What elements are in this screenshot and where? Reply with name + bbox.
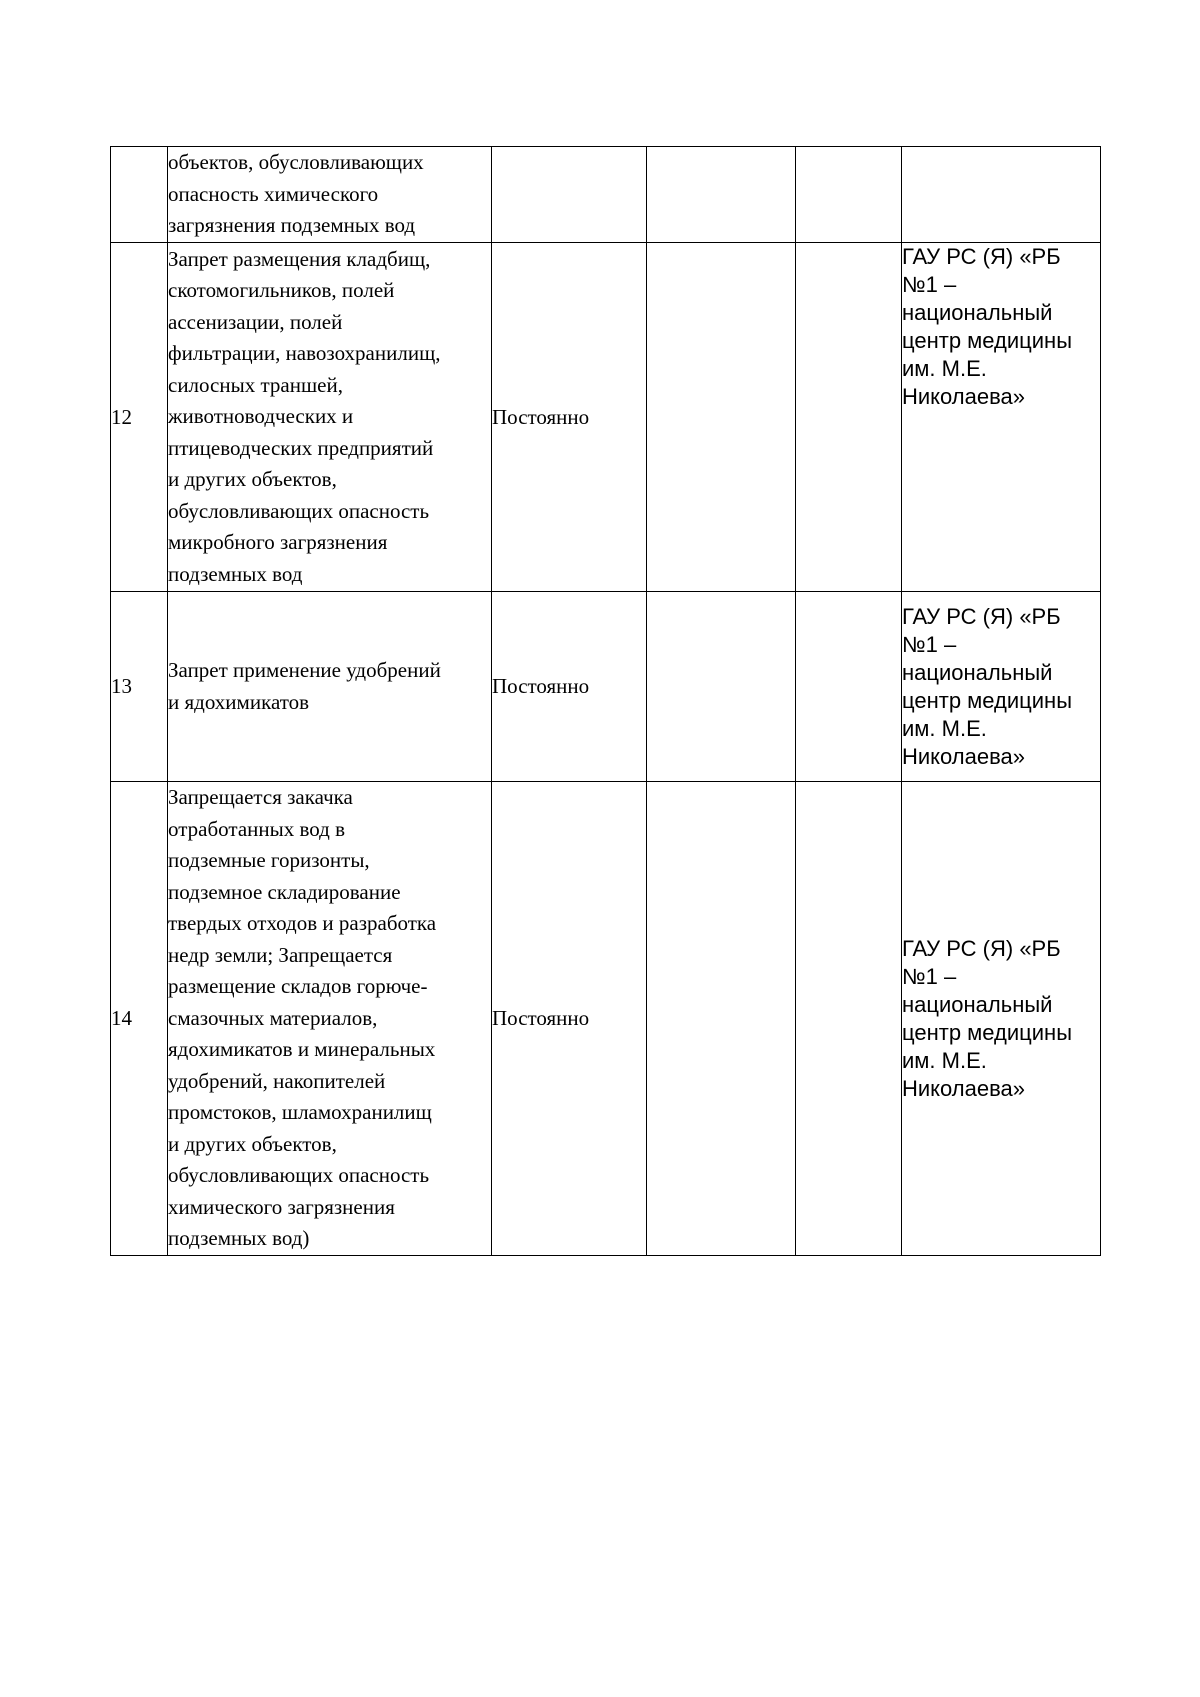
table-row (111, 782, 1101, 1256)
row-number-cell (111, 147, 168, 243)
empty-cell (796, 147, 902, 243)
measure-description-cell: Запрет применение удобрений и ядохимикатов (168, 592, 492, 782)
term-cell: Постоянно (492, 782, 647, 1256)
responsible-cell: ГАУ РС (Я) «РБ №1 – национальный центр медицины им. М.Е. Николаева» (902, 592, 1101, 782)
responsible-cell: ГАУ РС (Я) «РБ №1 – национальный центр медицины им. М.Е. Николаева» (902, 243, 1101, 592)
empty-cell (796, 782, 902, 1256)
empty-cell (647, 243, 796, 592)
measure-description-cell: Запрещается закачка отработанных вод в подземные горизонты, подземное складирование твердых отходов и разработка недр земли; Запрещается размещение складов горюче- смазочных материалов, ядохимикатов и минеральных удобрений, накопителей промстоков, шламохранилищ и других объектов, обусловливающих опасность химического загрязнения подземных вод) (168, 782, 492, 1256)
empty-cell (647, 147, 796, 243)
empty-cell (796, 592, 902, 782)
row-number-cell: 14 (111, 782, 168, 1256)
table-row (111, 243, 1101, 592)
term-cell: Постоянно (492, 243, 647, 592)
measure-description-cell: объектов, обусловливающих опасность химического загрязнения подземных вод (168, 147, 492, 243)
responsible-cell (902, 147, 1101, 243)
term-cell (492, 147, 647, 243)
term-cell: Постоянно (492, 592, 647, 782)
measures-table (110, 146, 1101, 1256)
responsible-cell: ГАУ РС (Я) «РБ №1 – национальный центр медицины им. М.Е. Николаева» (902, 782, 1101, 1256)
table-row (111, 147, 1101, 243)
empty-cell (647, 782, 796, 1256)
empty-cell (647, 592, 796, 782)
measure-description-cell: Запрет размещения кладбищ, скотомогильников, полей ассенизации, полей фильтрации, навозохранилищ, силосных траншей, животноводческих и птицеводческих предприятий и других объектов, обусловливающих опасность микробного загрязнения подземных вод (168, 243, 492, 592)
empty-cell (796, 243, 902, 592)
table-row (111, 592, 1101, 782)
row-number-cell: 13 (111, 592, 168, 782)
row-number-cell: 12 (111, 243, 168, 592)
